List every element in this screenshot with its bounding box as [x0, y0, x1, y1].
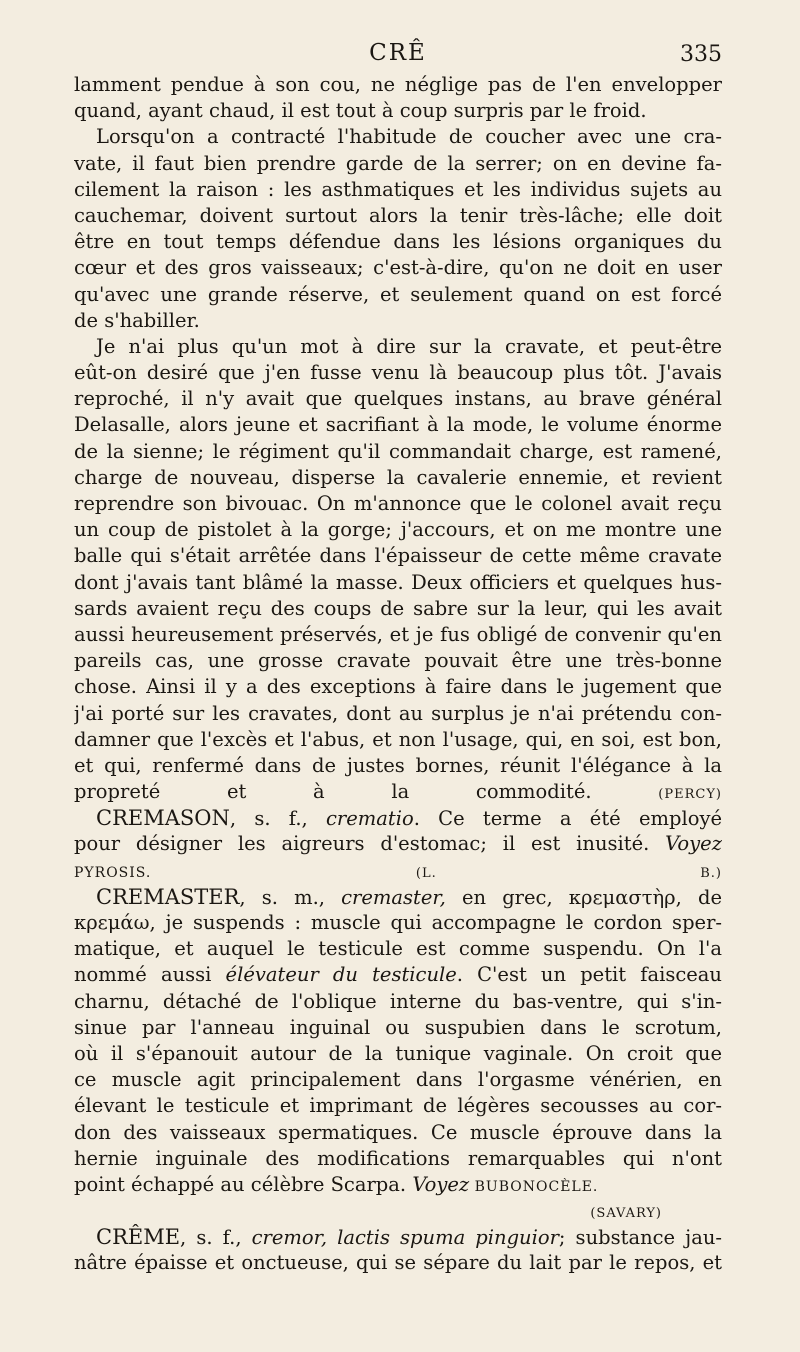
entry-text: point échappé au célèbre Scarpa. — [74, 1172, 413, 1196]
text-line: don des vaisseaux spermatiques. Ce muscle éprouve dans la — [74, 1120, 722, 1144]
text-line: damner que l'excès et l'abus, et non l'usage, qui, en soi, est bon, — [74, 727, 722, 751]
cross-reference: Voyez — [412, 1172, 470, 1196]
cross-reference: Voyez — [665, 832, 722, 856]
text-line: dont j'avais tant blâmé la masse. Deux officiers et quelques hus- — [74, 570, 722, 594]
entry-text: , s. m., — [239, 885, 342, 909]
entry-headword: CREMASTER — [96, 884, 240, 909]
cross-reference-target: PYROSIS. — [74, 864, 152, 881]
cross-reference-target: BUBONOCÈLE. — [469, 1178, 599, 1195]
entry-headword: CRÊME — [96, 1225, 181, 1250]
entry-latin: crematio — [325, 807, 414, 831]
text-line — [74, 962, 722, 988]
text-line: balle qui s'était arrêtée dans l'épaisseur de cette même cravate — [74, 544, 722, 568]
entry-text: . Ce terme a été employé — [413, 807, 722, 831]
text-line: qu'avec une grande réserve, et seulement quand on est forcé — [74, 282, 722, 306]
text-line-with-signature — [74, 779, 722, 805]
text-line: de la sienne; le régiment qu'il commandait charge, est ramené, — [74, 439, 722, 463]
entry-text: , s. f., — [229, 807, 326, 831]
entry-text: pour désigner les aigreurs d'estomac; il est inusité. — [74, 832, 666, 856]
text-line: élevant le testicule et imprimant de légères secousses au cor- — [74, 1094, 722, 1118]
entry-text: ; substance jau- — [558, 1226, 722, 1250]
entry-text: . C'est un petit faisceau — [456, 963, 722, 987]
text-line: ce muscle agit principalement dans l'orgasme vénérien, en — [74, 1068, 722, 1092]
text-line: de s'habiller. — [74, 308, 200, 332]
text-line: reprendre son bivouac. On m'annonce que le colonel avait reçu — [74, 492, 722, 515]
text-line: pareils cas, une grosse cravate pouvait être une très-bonne — [74, 649, 722, 673]
text-line: charnu, détaché de l'oblique interne du bas-ventre, qui s'in- — [74, 989, 722, 1013]
text-line: Lorsqu'on a contracté l'habitude de coucher avec une cra- — [96, 125, 722, 149]
entry-text: nommé aussi — [74, 963, 226, 987]
text-line: et qui, renfermé dans de justes bornes, réunit l'élégance à la — [74, 753, 722, 777]
text-line: reproché, il n'y avait que quelques instans, au brave général — [74, 387, 722, 411]
text-line — [74, 831, 722, 857]
author-signature: (L. B.) — [415, 865, 722, 881]
text-line: cauchemar, doivent surtout alors la tenir très-lâche; elle doit — [74, 203, 722, 227]
text-line: matique, et auquel le testicule est comme suspendu. On l'a — [74, 937, 722, 961]
entry-text: en grec, κρεμαστὴρ, de — [445, 885, 722, 909]
text-line: propreté et à la commodité. — [74, 780, 592, 804]
running-head: CRÊ — [369, 40, 427, 66]
text-line: être en tout temps défendue dans les lésions organiques du — [74, 230, 722, 254]
page-header — [74, 38, 722, 70]
text-line: lamment pendue à son cou, ne néglige pas de l'en envelopper — [74, 73, 722, 96]
text-line: aussi heureusement préservés, et je fus obligé de convenir qu'en — [74, 622, 722, 646]
entry-italic-term: élévateur du testicule — [225, 963, 457, 987]
text-line: cilement la raison : les asthmatiques et les individus sujets au — [74, 177, 722, 201]
text-line: eût-on desiré que j'en fusse venu là beaucoup plus tôt. J'avais — [74, 361, 722, 385]
text-line: hernie inguinale des modifications remarquables qui n'ont — [74, 1146, 722, 1170]
text-line: sinue par l'anneau inguinal ou suspubien dans le scrotum, — [74, 1015, 722, 1039]
text-line: un coup de pistolet à la gorge; j'accours, et on me montre une — [74, 518, 722, 542]
text-line: Delasalle, alors jeune et sacrifiant à la mode, le volume énorme — [74, 413, 722, 437]
author-signature: (PERCY) — [658, 787, 722, 803]
entry-headword-line — [74, 884, 722, 910]
text-line-with-signature — [74, 858, 722, 884]
text-line: charge de nouveau, disperse la cavalerie ennemie, et revient — [74, 465, 722, 489]
text-line: sards avaient reçu des coups de sabre sur la leur, qui les avait — [74, 596, 722, 620]
entry-latin: cremor, lactis spuma pinguior — [251, 1226, 559, 1250]
text-line: quand, ayant chaud, il est tout à coup surpris par le froid. — [74, 99, 647, 123]
text-line: nâtre épaisse et onctueuse, qui se sépare du lait par le repos, et — [74, 1251, 722, 1275]
text-line: vate, il faut bien prendre garde de la serrer; on en devine fa- — [74, 151, 722, 175]
text-line: κρεμάω, je suspends : muscle qui accompagne le cordon sper- — [74, 911, 722, 934]
entry-latin: cremaster, — [341, 885, 446, 909]
signature-line — [74, 1198, 722, 1224]
author-signature: (SAVARY) — [590, 1206, 662, 1222]
text-line: chose. Ainsi il y a des exceptions à faire dans le jugement que — [74, 675, 722, 699]
text-line: j'ai porté sur les cravates, dont au surplus je n'ai prétendu con- — [74, 701, 722, 725]
text-line: cœur et des gros vaisseaux; c'est-à-dire, qu'on ne doit en user — [74, 256, 722, 280]
page-number: 335 — [680, 42, 722, 67]
entry-text: , s. f., — [180, 1226, 252, 1250]
entry-headword: CREMASON — [96, 806, 230, 831]
text-line: Je n'ai plus qu'un mot à dire sur la cravate, et peut-être — [96, 334, 722, 358]
entry-headword-line — [74, 1224, 722, 1250]
entry-headword-line — [74, 805, 722, 831]
text-line: où il s'épanouit autour de la tunique vaginale. On croit que — [74, 1041, 722, 1065]
body-text — [74, 72, 722, 1277]
text-line — [74, 1172, 722, 1198]
